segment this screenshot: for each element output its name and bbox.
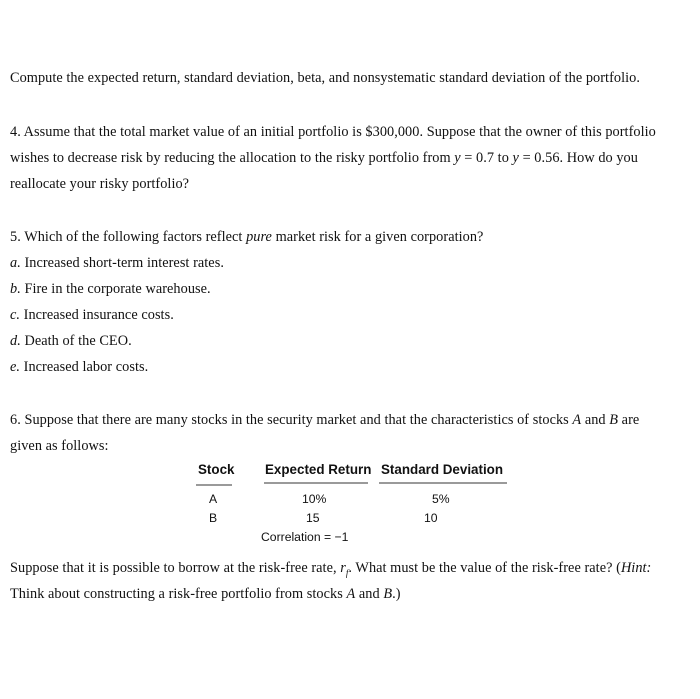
q5-option-b <box>10 280 211 298</box>
q4-line-1: 4. Assume that the total market value of an initial portfolio is $300,000. Suppose that the owner of this portfolio <box>10 124 656 140</box>
option-letter: c. <box>10 307 21 323</box>
option-letter: b. <box>10 281 21 297</box>
q6-followup-text: Suppose that it is possible to borrow at the risk-free rate, <box>10 560 337 576</box>
q6-line-2: given as follows: <box>10 438 109 454</box>
table-cell-stock: A <box>209 492 218 506</box>
table-cell-expected-return: 10% <box>302 492 327 506</box>
q5-stem <box>10 228 483 246</box>
var-y: y <box>454 150 461 166</box>
option-letter: e. <box>10 359 21 375</box>
var-y: y <box>512 150 519 166</box>
q4-line-2-text: wishes to decrease risk by reducing the allocation to the risky portfolio from <box>10 150 451 166</box>
q5-stem-emphasis: pure <box>246 229 272 245</box>
stock-a-var: A <box>346 586 356 602</box>
stock-b-var: B <box>383 586 393 602</box>
q6-followup-1 <box>10 559 651 582</box>
table-header-standard-deviation: Standard Deviation <box>381 462 504 477</box>
q5-stem-a: 5. Which of the following factors reflect <box>10 229 243 245</box>
q6-line-1 <box>10 411 639 429</box>
q6-followup-text-3: Think about constructing a risk-free portfolio from stocks <box>10 586 343 602</box>
q4-eq-1: = 0.7 to <box>464 150 509 166</box>
option-letter: a. <box>10 255 21 271</box>
q5-option-c <box>10 306 174 324</box>
hint-label: Hint: <box>620 560 652 576</box>
q6-line-1-text: 6. Suppose that there are many stocks in the security market and that the characteristics of stocks <box>10 412 569 428</box>
intro-text: Compute the expected return, standard deviation, beta, and nonsystematic standard deviation of the portfolio. <box>10 70 640 86</box>
q6-and: and <box>584 412 606 428</box>
q5-option-e <box>10 358 148 376</box>
q5-option-d <box>10 332 132 350</box>
option-letter: d. <box>10 333 21 349</box>
table-header-rule <box>196 484 232 486</box>
q6-followup-and: and <box>358 586 380 602</box>
stock-a-var: A <box>572 412 582 428</box>
option-text: Increased insurance costs. <box>23 307 174 323</box>
rf-symbol: r <box>340 560 346 576</box>
table-cell-standard-deviation: 10 <box>424 511 438 525</box>
q5-option-a <box>10 254 224 272</box>
q5-stem-b: market risk for a given corporation? <box>275 229 484 245</box>
table-cell-expected-return: 15 <box>306 511 320 525</box>
table-header-stock: Stock <box>198 462 235 477</box>
table-header-rule <box>264 482 368 484</box>
table-cell-stock: B <box>209 511 218 525</box>
q4-eq-2: = 0.56. How do you <box>522 150 638 166</box>
q4-line-3: reallocate your risky portfolio? <box>10 176 190 192</box>
q6-followup-2 <box>10 585 401 603</box>
option-text: Increased short-term interest rates. <box>24 255 224 271</box>
q6-followup-end: .) <box>392 586 401 602</box>
option-text: Increased labor costs. <box>23 359 149 375</box>
rf-subscript: f <box>345 567 349 578</box>
table-header-rule <box>379 482 507 484</box>
q6-followup-text-2: . What must be the value of the risk-free rate? ( <box>348 560 621 576</box>
option-text: Fire in the corporate warehouse. <box>24 281 211 297</box>
option-text: Death of the CEO. <box>24 333 132 349</box>
table-correlation: Correlation = −1 <box>261 530 349 544</box>
q4-line-2 <box>10 149 638 167</box>
table-cell-standard-deviation: 5% <box>432 492 450 506</box>
stock-b-var: B <box>609 412 619 428</box>
table-header-expected-return: Expected Return <box>265 462 372 477</box>
q6-are: are <box>621 412 640 428</box>
